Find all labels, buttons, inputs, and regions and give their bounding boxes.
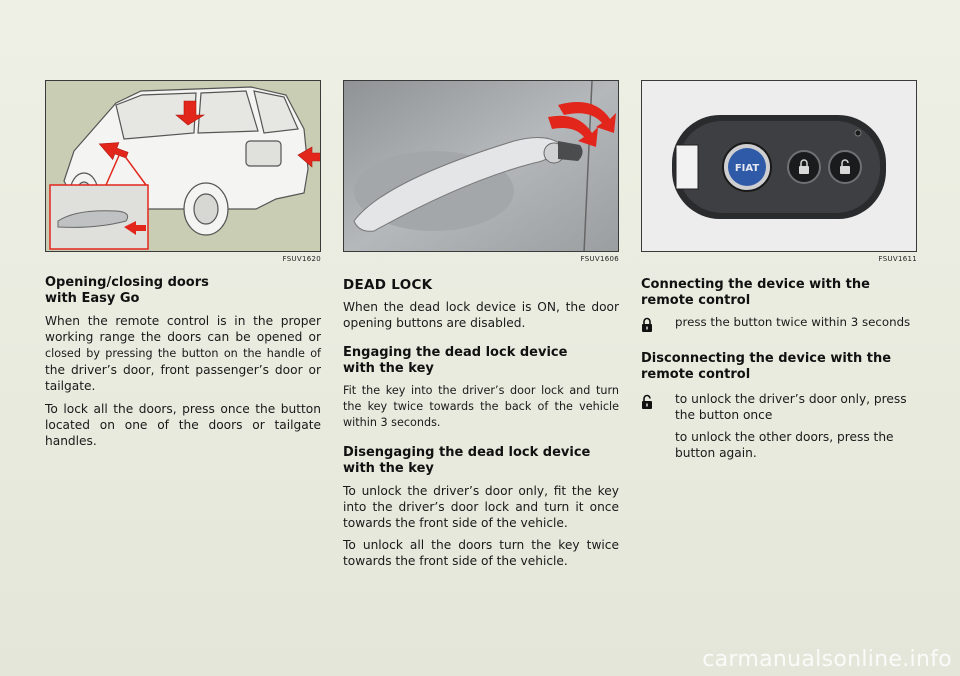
sub-heading: Engaging the dead lock device with the key [343, 345, 568, 376]
section-heading: Opening/closing doors with Easy Go [45, 275, 209, 306]
instruction-text: to unlock the driver’s door only, press the button once to unlock the other doors, press the button again. [675, 392, 907, 460]
sub-heading: Connecting the device with the remote control [641, 277, 870, 308]
column-dead-lock [343, 80, 619, 569]
paragraph: Fit the key into the driver’s door lock and turn the key twice towards the back of the vehicle within 3 seconds. [343, 384, 619, 429]
instruction-text: press the button twice within 3 seconds [675, 315, 911, 329]
paragraph: To unlock all the doors turn the key twice towards the front side of the vehicle. [343, 538, 619, 568]
fiat-logo: FIAT [734, 163, 760, 174]
paragraph: When the dead lock device is ON, the door opening buttons are disabled. [343, 300, 619, 330]
car-illustration [46, 81, 321, 252]
column-remote-control [641, 80, 917, 461]
section-heading: DEAD LOCK [343, 277, 433, 293]
figure-code: FSUV1620 [282, 255, 321, 263]
unlocked-padlock-icon [641, 391, 675, 414]
connect-instruction [641, 314, 917, 337]
figure-code: FSUV1611 [878, 255, 917, 263]
column-easy-go [45, 80, 321, 449]
figure-key-fob [641, 80, 917, 252]
locked-padlock-icon [641, 314, 675, 337]
sub-heading: Disengaging the dead lock device with the key [343, 445, 591, 476]
door-handle-illustration [344, 81, 619, 252]
paragraph: To lock all the doors, press once the button located on one of the doors or tailgate handles. [45, 402, 321, 448]
figure-car-doors [45, 80, 321, 252]
figure-code: FSUV1606 [580, 255, 619, 263]
figure-door-handle [343, 80, 619, 252]
key-fob-illustration [642, 81, 917, 252]
disconnect-instruction [641, 391, 917, 461]
sub-heading: Disconnecting the device with the remote control [641, 351, 892, 382]
paragraph: To unlock the driver’s door only, fit the key into the driver’s door lock and turn it once towards the front side of the vehicle. [343, 484, 619, 530]
watermark: carmanualsonline.info [702, 647, 952, 672]
paragraph: When the remote control is in the proper working range the doors can be opened or closed by pressing the button on the handle of the driver’s door, front passenger’s door or tailgate. [45, 314, 321, 393]
